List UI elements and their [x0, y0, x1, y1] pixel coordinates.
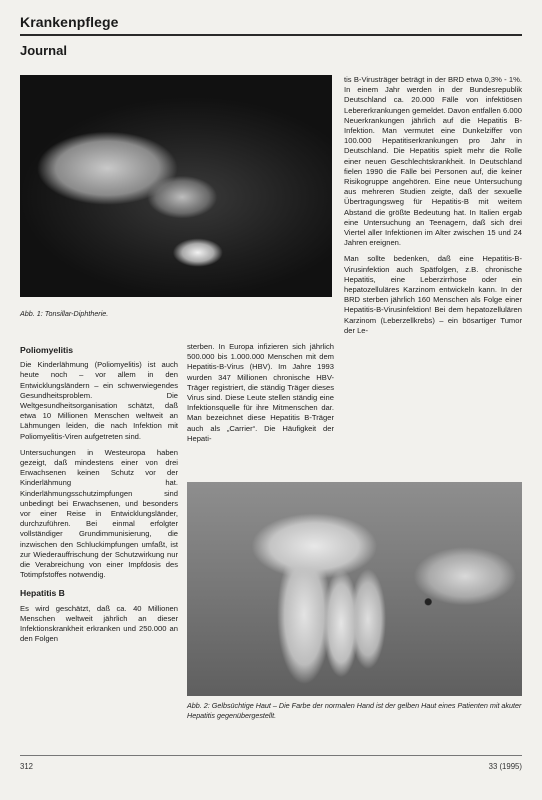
jaundiced-hand-photo [187, 482, 522, 696]
column-1 [20, 345, 178, 650]
heading-hepatitis-b: Hepatitis B [20, 588, 65, 599]
figure-1-caption: Abb. 1: Tonsillar-Diphtherie. [20, 309, 109, 318]
tonsillar-diphtheria-photo [20, 75, 332, 297]
paragraph-hepatitis-intro: Es wird geschätzt, daß ca. 40 Millionen Menschen weltweit jährlich an dieser Infektionskrankheit erkranken und 250.000 an den Folgen [20, 603, 178, 644]
issue-label: 33 (1995) [488, 762, 522, 771]
heading-poliomyelitis: Poliomyelitis [20, 345, 74, 355]
paragraph-hepatitis-late-effects: Man sollte bedenken, daß eine Hepatitis-B-Virusinfektion auch Spätfolgen, z.B. chronische Hepatitis, eine Leberzirrhose oder ein hepatozelluläres Karzinom entwickeln kann. In der BRD sterben jährlich 160 Menschen als Folge einer Hepatitis-B-Virusinfektion! Bei dem hepatozellulären Karzinom (Leberzellkrebs) – ein bösartiger Tumor der Le- [344, 254, 522, 335]
paragraph-hepatitis-carriers: tis B-Virusträger beträgt in der BRD etwa 0,3% - 1%. In einem Jahr werden in der Bundesrepublik Deutschland ca. 20.000 Fälle von infektiösen Lebererkrankungen gemeldet. Davon entfallen 6.000 Neuerkrankungen jährlich auf die Hepatitis B-Infektion. Man vermutet eine Dunkelziffer von 100.000 Hepatitiserkrankungen pro Jahr in Deutschland. Die Hepatitis spielt mehr die Rolle einer neuen Geschlechtskrankheit. In Deutschland fielen 1990 die Fälle bei Personen auf, die keiner Risikogruppe angehören. Eine neue Untersuchung aus mehreren Studien zeigte, daß der sexuelle Übertragungsweg für Hepatitis-B mit weitem Abstand die größte Bedeutung hat. In Italien ergab eine Untersuchung an Teenagern, daß sich drei Viertel aller Infektionen im Alter zwischen 15 und 24 Jahren ereignen. [344, 75, 522, 248]
section-title: Krankenpflege [20, 14, 119, 30]
subsection-title: Journal [20, 43, 67, 58]
footer-rule [20, 755, 522, 756]
page-number: 312 [20, 762, 34, 771]
paragraph-polio-intro: Die Kinderlähmung (Poliomyelitis) ist auch heute noch – vor allem in den Entwicklungsländern – ein schwerwiegendes Gesundheitsproblem. Die Weltgesundheitsorganisation schätzt, daß etwa 10 Millionen Menschen weltweit an Lähmungen leiden, die nach Infektion mit Poliomyelitis-Viren aufgetreten sind. [20, 360, 178, 441]
column-2 [187, 342, 334, 450]
paragraph-hepatitis-europe: sterben. In Europa infizieren sich jährlich 500.000 bis 1.000.000 Menschen mit dem Hepatitis-B-Virus (HBV). Im Jahre 1993 wurden 347 Millionen chronische HBV-Träger registriert, die ständig Träger dieses Virus sind. Diese Leute stellen ständig eine Infektionsquelle für ihre Mitmenschen dar. Man bezeichnet diese Hepatitis B-Träger auch als „Carrier“. Die Häufigkeit der Hepati- [187, 342, 334, 443]
figure-2-caption: Abb. 2: Gelbsüchtige Haut – Die Farbe der normalen Hand ist der gelben Haut eines Patienten mit akuter Hepatitis gegenübergestellt. [187, 701, 522, 720]
column-3-top [344, 75, 522, 342]
paragraph-polio-vaccination: Untersuchungen in Westeuropa haben gezeigt, daß mindestens einer von drei Erwachsenen keinen Schutz vor der Kinderlähmung hat. Kinderlähmungsschutzimpfungen sind unbedingt bei Erwachsenen, und besonders vor einer Reise in Entwicklungsländer, durchzuführen. Bei einmal erfolgter vollständiger Grundimmunisierung, die inzwischen den Schluckimpfungen umfaßt, ist zur Wiederauffrischung der Schutzwirkung nur die Verabreichung von einer Impfdosis des Totimpfstoffes notwendig. [20, 447, 178, 580]
header-rule [20, 34, 522, 36]
